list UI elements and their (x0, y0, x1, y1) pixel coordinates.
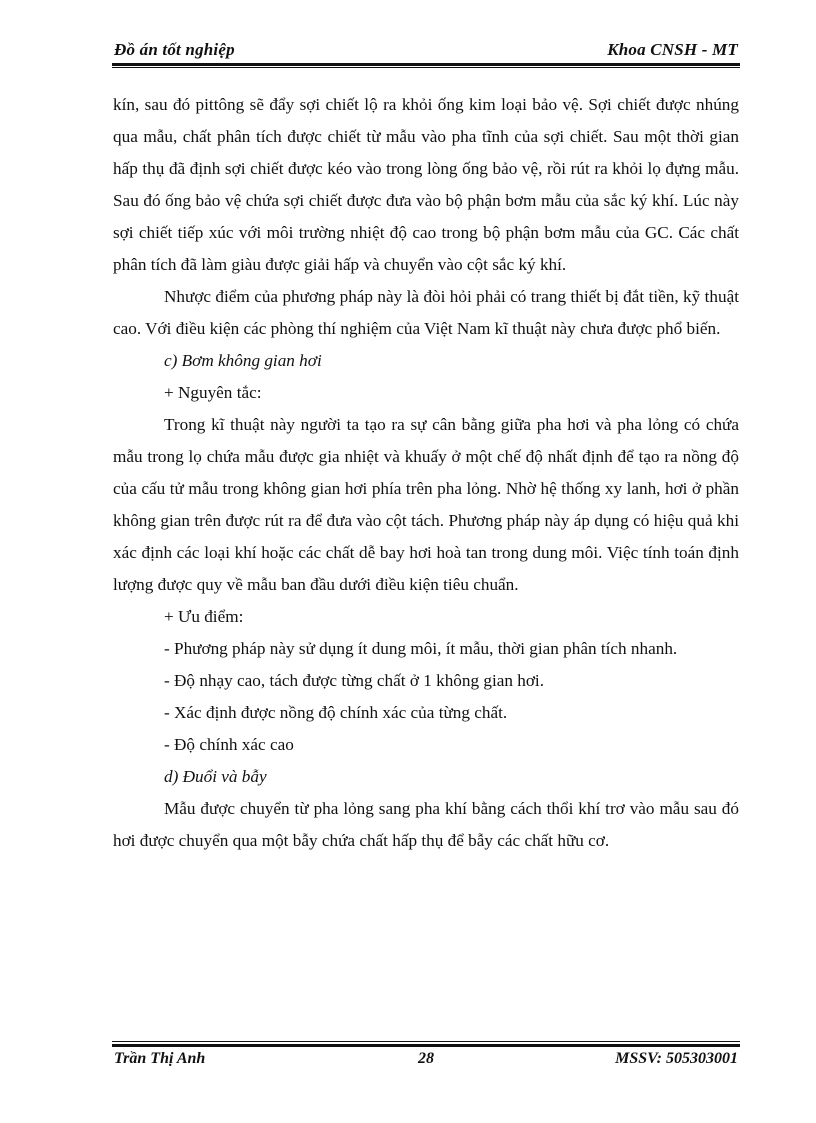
list-item: - Độ chính xác cao (164, 735, 294, 754)
page-footer (112, 1050, 740, 1072)
subheading-headspace: c) Bơm không gian hơi (164, 351, 322, 370)
label-advantages: + Ưu điểm: (164, 607, 244, 626)
page-header (112, 40, 740, 62)
page-number: 28 (418, 1050, 434, 1067)
header-rule (112, 63, 740, 66)
footer-rule (112, 1044, 740, 1047)
subheading-purge-trap: d) Đuổi và bẫy (164, 767, 267, 786)
page-body (113, 89, 739, 857)
paragraph-spme-procedure: kín, sau đó pittông sẽ đẩy sợi chiết lộ ra khỏi ống kim loại bảo vệ. Sợi chiết được nhúng qua mẫu, chất phân tích được chiết từ mẫu vào pha tĩnh của sợi chiết. Sau một thời gian hấp thụ đã định sợi chiết được kéo vào trong lòng ống bảo vệ, rồi rút ra khỏi lọ đựng mẫu. Sau đó ống bảo vệ chứa sợi chiết được đưa vào bộ phận bơm mẫu của sắc ký khí. Lúc này sợi chiết tiếp xúc với môi trường nhiệt độ cao trong bộ phận bơm mẫu của GC. Các chất phân tích đã làm giàu được giải hấp và chuyển vào cột sắc ký khí. (113, 95, 739, 274)
footer-student-id: MSSV: 505303001 (615, 1050, 738, 1067)
list-item: - Độ nhạy cao, tách được từng chất ở 1 không gian hơi. (164, 671, 545, 690)
list-item: - Xác định được nồng độ chính xác của từng chất. (164, 703, 508, 722)
paragraph-purge-trap: Mẫu được chuyển từ pha lỏng sang pha khí bằng cách thổi khí trơ vào mẫu sau đó hơi được chuyển qua một bẫy chứa chất hấp thụ để bẫy các chất hữu cơ. (113, 799, 739, 850)
header-title: Đồ án tốt nghiệp (114, 40, 235, 59)
paragraph-disadvantage: Nhược điểm của phương pháp này là đòi hỏi phải có trang thiết bị đắt tiền, kỹ thuật cao. Với điều kiện các phòng thí nghiệm của Việt Nam kĩ thuật này chưa được phổ biến. (113, 287, 739, 338)
list-item: - Phương pháp này sử dụng ít dung môi, ít mẫu, thời gian phân tích nhanh. (164, 639, 678, 658)
header-rule-thin (112, 67, 740, 68)
label-principle: + Nguyên tắc: (164, 383, 262, 402)
header-department: Khoa CNSH - MT (607, 40, 738, 59)
paragraph-headspace-principle: Trong kĩ thuật này người ta tạo ra sự cân bằng giữa pha hơi và pha lỏng có chứa mẫu trong lọ chứa mẫu được gia nhiệt và khuấy ở một chế độ nhất định để tạo ra nồng độ của cấu tử mẫu trong không gian hơi phía trên pha lỏng. Nhờ hệ thống xy lanh, hơi ở phần không gian trên được rút ra để đưa vào cột tách. Phương pháp này áp dụng có hiệu quả khi xác định các loại khí hoặc các chất dễ bay hơi hoà tan trong dung môi. Việc tính toán định lượng được quy về mẫu ban đầu dưới điều kiện tiêu chuẩn. (113, 415, 739, 594)
footer-rule-thin (112, 1041, 740, 1042)
footer-author: Trần Thị Anh (114, 1050, 206, 1067)
